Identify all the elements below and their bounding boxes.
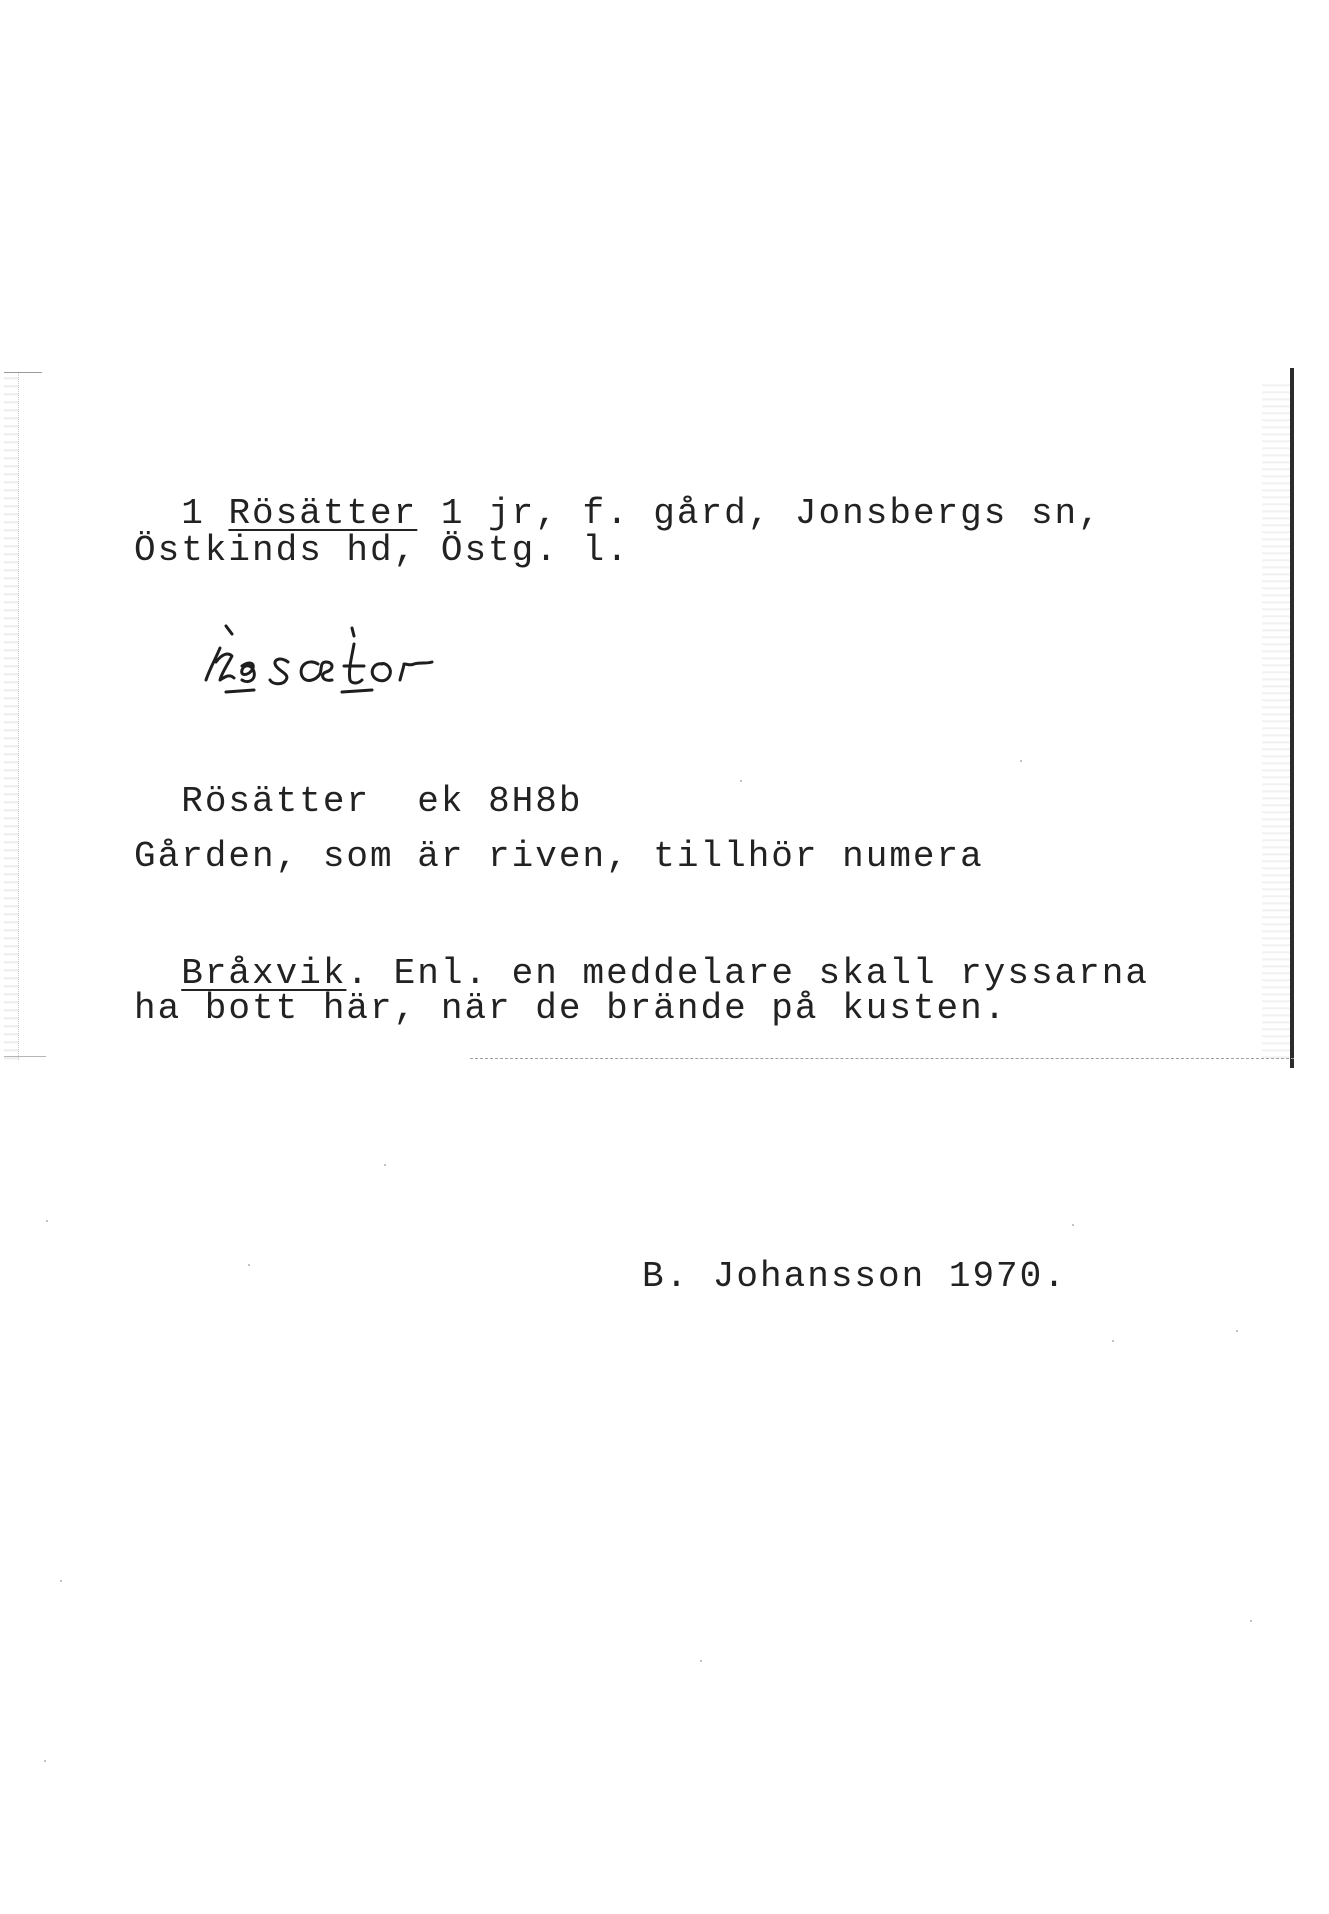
scan-speck	[46, 1220, 48, 1222]
scan-speck	[1020, 760, 1022, 762]
scan-speck	[700, 1660, 702, 1662]
entry-number: 1	[181, 493, 205, 534]
description-line-2-rest: . Enl. en meddelare skall ryssarna	[346, 953, 1149, 994]
card-top-edge	[4, 372, 42, 373]
recorder-signature: B. Johansson 1970.	[642, 1256, 1067, 1297]
scan-speck	[384, 1164, 386, 1166]
entry-heading-line	[134, 452, 1102, 534]
card-right-shadow	[1262, 380, 1290, 1060]
scan-speck	[44, 1760, 46, 1762]
scan-speck	[248, 1264, 250, 1266]
description-line-3: ha bott här, när de brände på kusten.	[134, 988, 1008, 1029]
scan-speck	[1236, 1330, 1238, 1332]
map-place-name: Rösätter	[181, 781, 371, 822]
description-place-link: Bråxvik	[181, 953, 347, 994]
scan-speck	[740, 780, 742, 782]
entry-place-name: Rösätter	[228, 493, 418, 534]
description-line-1: Gården, som är riven, tillhör numera	[134, 836, 984, 877]
map-reference-line	[134, 740, 583, 822]
scan-speck	[1112, 1340, 1114, 1342]
entry-district-line: Östkinds hd, Östg. l.	[134, 530, 630, 571]
card-bottom-edge	[470, 1058, 1294, 1059]
scan-speck	[1250, 1620, 1252, 1622]
handwritten-pronunciation	[196, 614, 496, 704]
scan-speck	[1072, 1224, 1074, 1226]
card-bottom-left-edge	[4, 1056, 46, 1057]
description-line-2	[134, 912, 1149, 994]
entry-heading-rest: 1 jr, f. gård, Jonsbergs sn,	[417, 493, 1102, 534]
scan-speck	[60, 1580, 62, 1582]
map-sheet-reference: ek 8H8b	[417, 781, 583, 822]
card-right-edge	[1290, 368, 1294, 1068]
card-left-edge	[4, 372, 19, 1060]
